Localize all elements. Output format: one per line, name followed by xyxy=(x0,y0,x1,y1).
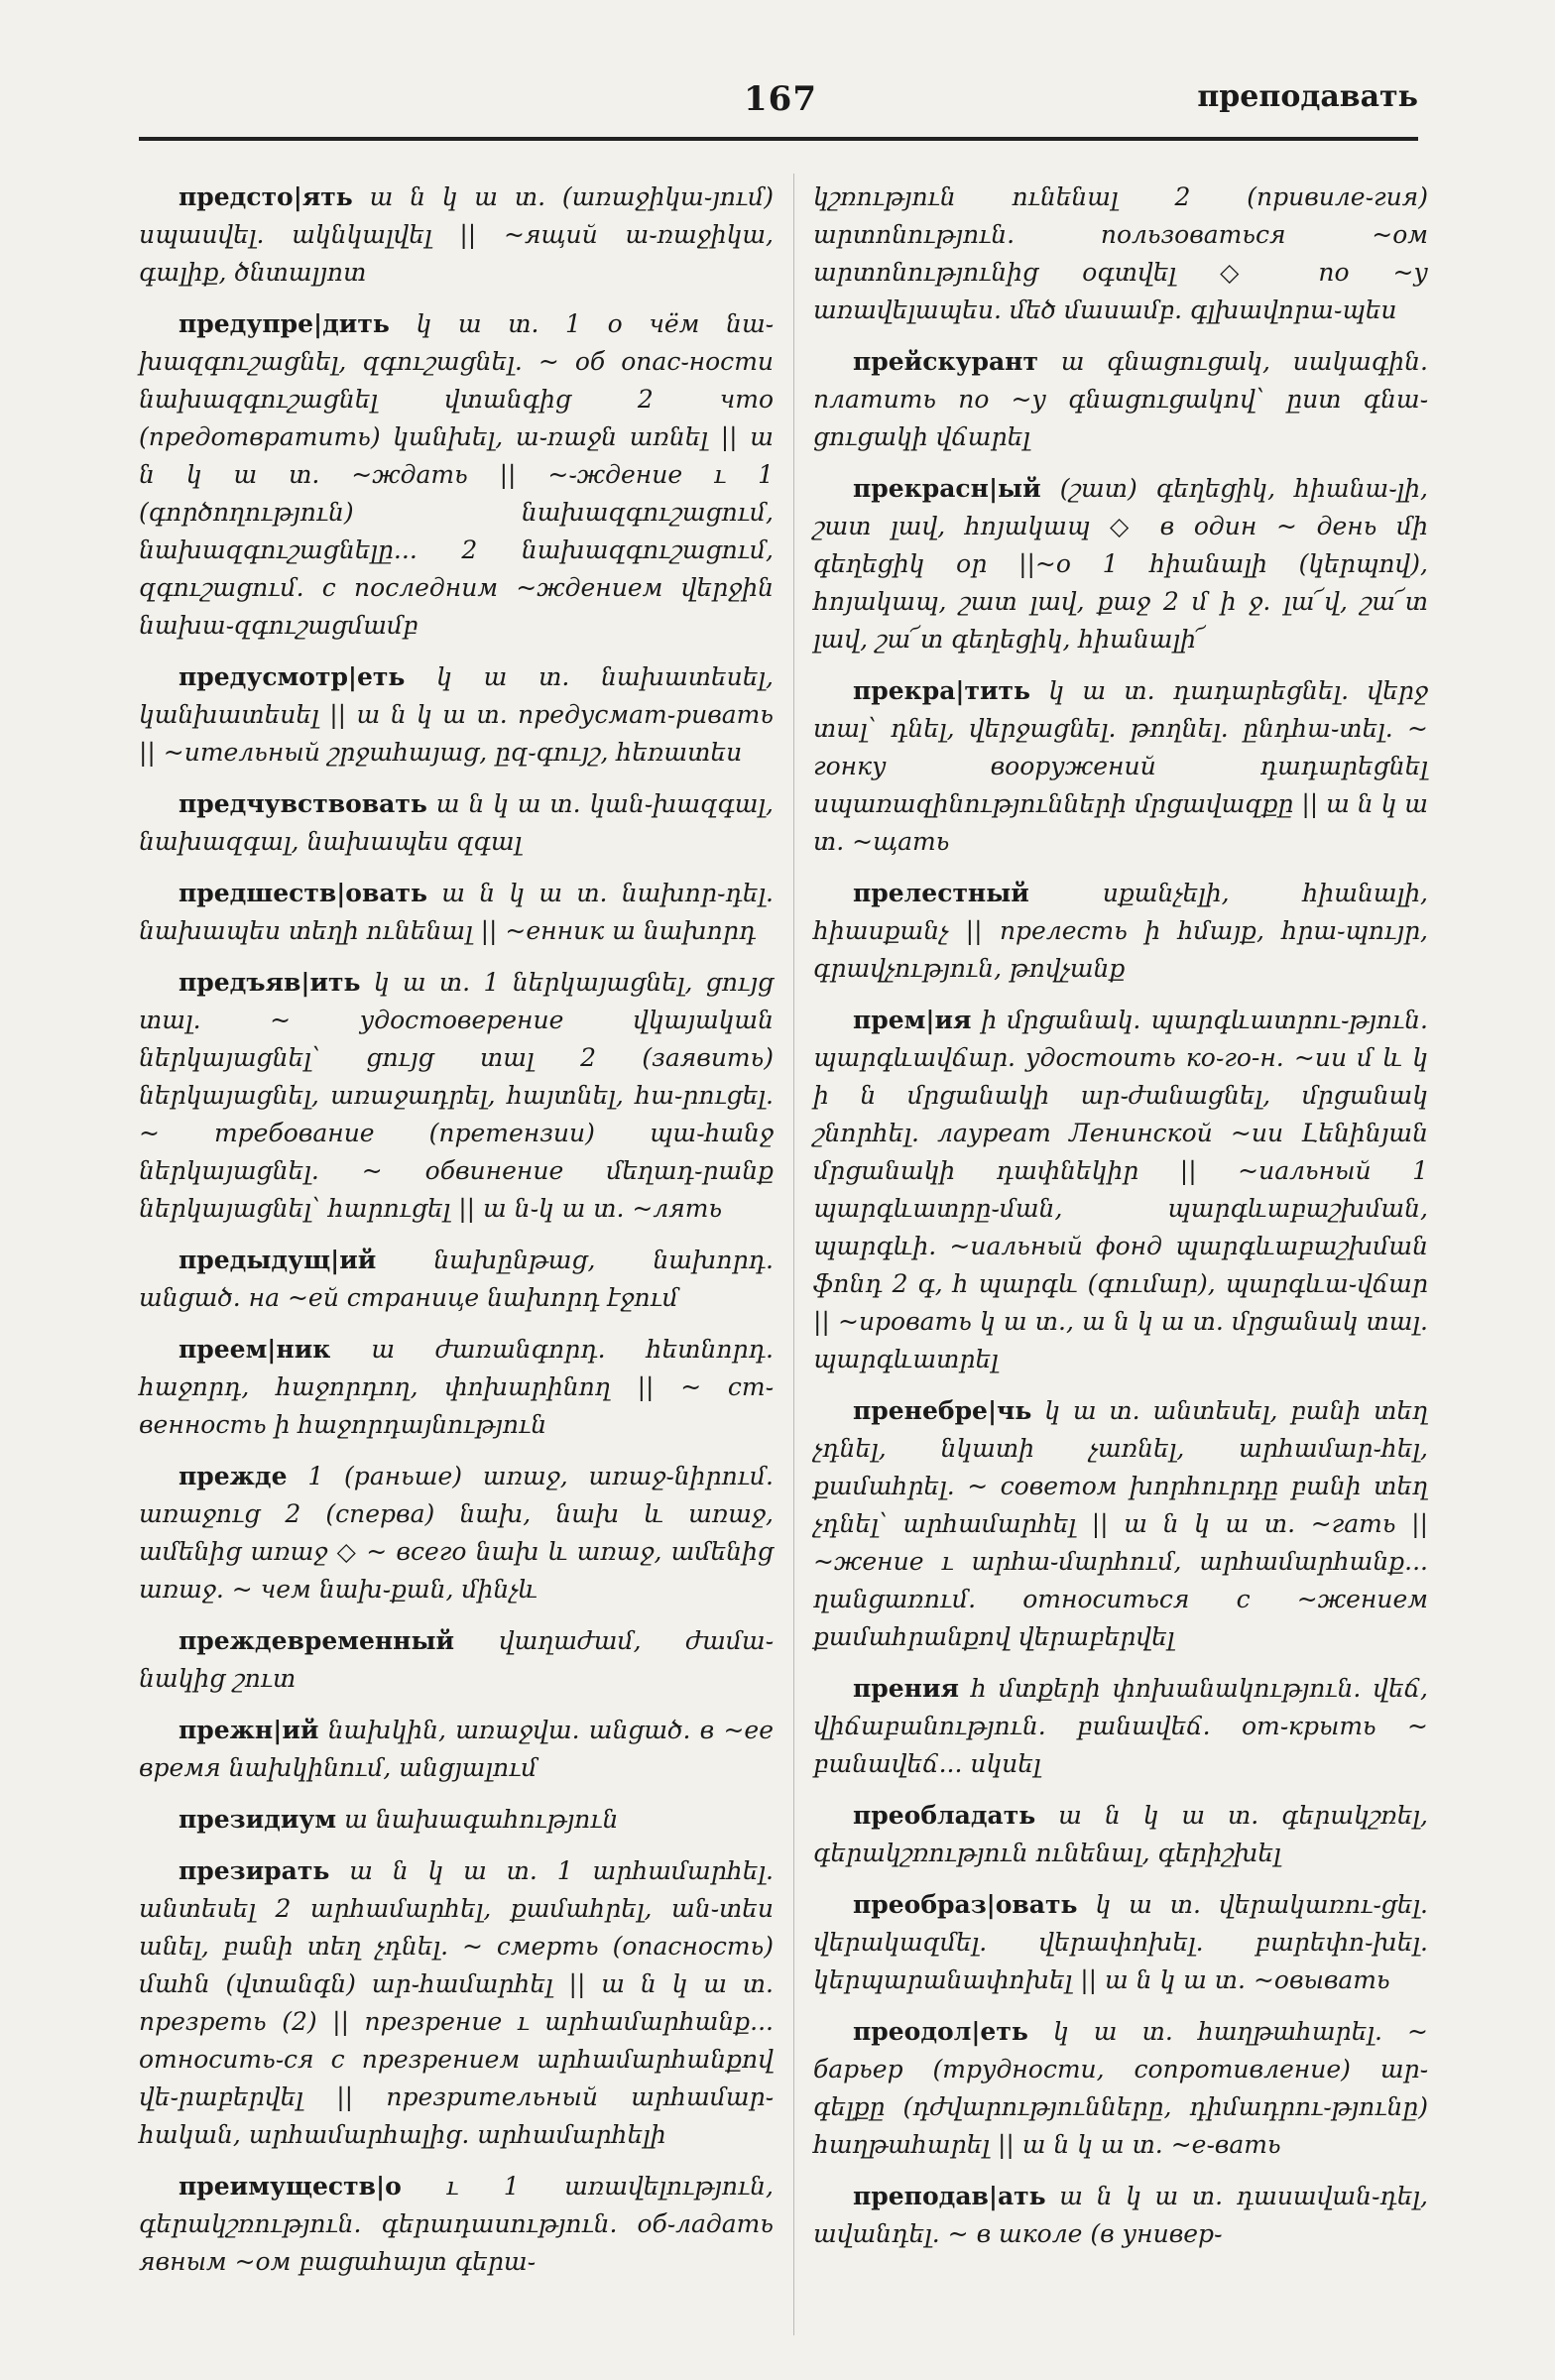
entry-headword: преждевременный xyxy=(179,1626,455,1655)
entry-definition: կ ա տ. անտեսել, բանի տեղ չդնել, նկատի չառնել, արհամար֊հել, քամահրել. ~ советом խորհուրդը բանի տեղ չդնել՝ արհամարհել || ա ն կ ա տ. ~гать || ~жение ւ արհա֊մարհում, արհամարհանք... ղանցառում. относиться с ~жением քամահրանքով վերաբերվել xyxy=(813,1396,1428,1651)
dictionary-entry xyxy=(139,2168,774,2281)
entry-headword: преобладать xyxy=(853,1801,1036,1830)
entry-definition: ի մրցանակ. պարգևատրու֊թյուն. պարգևավճար. удостоить ко֊го-н. ~ии մ և կ ի ն մրցանակի ար֊ժանացնել, մրցանակ շնորհել. лауреат Ленинской ~ии Լենինյան մրցանակի դափնեկիր || ~иальный 1 պարգևատրը֊ման, պարգևաբաշխման, պարգևի. ~иальный фонд պարգևաբաշխման ֆոնդ 2 գ, հ պարգև (գումար), պարգևա֊վճար || ~ировать կ ա տ., ա ն կ ա տ. մրցանակ տալ. պարգևատրել xyxy=(813,1006,1428,1373)
entry-headword: предшеств|овать xyxy=(179,879,428,907)
entry-definition: ա ն կ ա տ. 1 արհամարհել. անտեսել 2 արհամարհել, քամահրել, ան֊տես անել, բանի տեղ չդնել. ~ смерть (опасность) մահն (վտանգն) ար֊համարհել || ա ն կ ա տ. презреть (2) || презрение ւ արհամարհանք... относить֊ся с презрением արհամարհանքով վե֊րաբերվել || презрительный արհամար֊հական, արհամարհալից. արհամարհելի xyxy=(139,1856,775,2149)
entry-headword: преобраз|овать xyxy=(853,1890,1078,1919)
entry-headword: презирать xyxy=(179,1856,330,1885)
entry-headword: пренебре|чь xyxy=(853,1396,1032,1425)
column-divider xyxy=(793,174,794,2335)
dictionary-entry xyxy=(139,1458,774,1608)
entry-headword: президиум xyxy=(179,1805,337,1834)
dictionary-entry xyxy=(813,2178,1428,2253)
entry-definition: կ ա տ. վերակառու֊ցել. վերակազմել. վերափոխել. բարեփո֊խել. կերպարանափոխել || ա ն կ ա տ. ~овывать xyxy=(813,1890,1429,1994)
right-column xyxy=(813,178,1428,2267)
entry-headword: преодол|еть xyxy=(853,2017,1028,2046)
entry-headword: преподав|ать xyxy=(853,2182,1046,2210)
dictionary-entry xyxy=(139,1852,774,2154)
dictionary-entry xyxy=(139,305,774,645)
entry-definition: ա գնացուցակ, սակագին. платить по ~у գնացուցակով՝ ըստ գնա֊ցուցակի վճարել xyxy=(813,347,1428,451)
entry-definition: վաղաժամ, ժամա֊նակից շուտ xyxy=(139,1626,774,1693)
entry-headword: прежн|ий xyxy=(179,1716,319,1744)
left-column xyxy=(139,178,774,2295)
entry-definition: ա ն կ ա տ. գերակշռել, գերակշռություն ունենալ, գերիշխել xyxy=(813,1801,1428,1867)
entry-definition: կ ա տ. հաղթահարել. ~ барьер (трудности, сопротивление) ար֊գելքը (դժվարությունները, դիմադրու֊թյունը) հաղթահարել || ա ն կ ա տ. ~е֊вать xyxy=(813,2017,1428,2159)
entry-headword: предсто|ять xyxy=(179,182,353,211)
dictionary-entry xyxy=(813,343,1428,456)
entry-definition: կշռություն ունենալ 2 (привиле֊гия) արտոնություն. пользоваться ~ом արտոնությունից օգտվել ◇ по ~у առավելապես. մեծ մասամբ. գլխավորա֊պես xyxy=(813,182,1428,324)
dictionary-entry xyxy=(139,1712,774,1787)
dictionary-entry xyxy=(139,1801,774,1839)
entry-definition: հ մտքերի փոխանակություն. վեճ, վիճաբանություն. բանավեճ. от֊крыть ~ բանավեճ... սկսել xyxy=(813,1674,1429,1778)
entry-headword: предупре|дить xyxy=(179,309,390,338)
entry-headword: прейскурант xyxy=(853,347,1038,376)
dictionary-entry xyxy=(813,470,1428,658)
dictionary-entry xyxy=(813,1886,1428,1999)
dictionary-entry xyxy=(813,875,1428,988)
running-head: преподавать xyxy=(1197,79,1418,114)
entry-headword: прекрасн|ый xyxy=(853,474,1041,503)
entry-definition: կ ա տ. 1 ներկայացնել, ցույց տալ. ~ удостоверение վկայական ներկայացնել՝ ցույց տալ 2 (заявить) ներկայացնել, առաջադրել, հայտնել, հա֊րուցել. ~ требование (претензии) պա֊հանջ ներկայացնել. ~ обвинение մեղադ֊րանք ներկայացնել՝ հարուցել || ա ն֊կ ա տ. ~лять xyxy=(139,968,775,1223)
entry-headword: прелестный xyxy=(853,879,1029,907)
dictionary-entry xyxy=(139,964,774,1228)
dictionary-entry xyxy=(139,1622,774,1698)
entry-definition: սքանչելի, հիանալի, հիասքանչ || прелесть ի հմայք, հրա֊պույր, գրավչություն, թովչանք xyxy=(813,879,1429,983)
entry-definition: 1 (раньше) առաջ, առաջ֊նիրում. առաջուց 2 (сперва) նախ, նախ և առաջ, ամենից առաջ ◇ ~ всего նախ և առաջ, ամենից առաջ. ~ чем նախ֊քան, մինչև xyxy=(139,1462,774,1604)
dictionary-entry xyxy=(813,672,1428,861)
dictionary-entry xyxy=(139,785,774,861)
entry-headword: прежде xyxy=(179,1462,288,1490)
entry-definition: կ ա տ. 1 о чём նա֊խազգուշացնել, զգուշացնել. ~ об опас֊ности նախազգուշացնել վտանգից 2 что (предотвратить) կանխել, ա֊ռաջն առնել || ա ն կ ա տ. ~ждать || ~֊ждение ւ 1 (գործողություն) նախազգուշացում, նախազգուշացնելը... 2 նախազգուշացում, զգուշացում. с последним ~ждением վերջին նախա֊զգուշացմամբ xyxy=(139,309,775,640)
entry-definition: ա ն կ ա տ. (առաջիկա֊յում) սպասվել. ակնկալվել || ~ящий ա֊ռաջիկա, գալիք, ծնտալյոտ xyxy=(139,182,774,287)
entry-headword: предъяв|ить xyxy=(179,968,361,997)
dictionary-entry xyxy=(139,1331,774,1444)
entry-definition: ա ժառանգորդ. հետնորդ. հաջորդ, հաջորդող, փոխարինող || ~ ст֊венность ի հաջորդայնություն xyxy=(139,1335,774,1439)
dictionary-entry xyxy=(813,1002,1428,1378)
entry-headword: прем|ия xyxy=(853,1006,972,1034)
dictionary-entry xyxy=(139,1242,774,1317)
entry-definition: ա նախագահություն xyxy=(344,1805,619,1834)
entry-definition: նախկին, առաջվա. անցած. в ~ее время նախկինում, անցյալում xyxy=(139,1716,774,1782)
dictionary-entry xyxy=(813,178,1428,329)
entry-headword: предыдущ|ий xyxy=(179,1246,377,1274)
entry-headword: преимуществ|о xyxy=(179,2172,402,2201)
entry-definition: ա ն կ ա տ. կան֊խազգալ, նախազգալ, նախապես զգալ xyxy=(139,789,774,856)
entry-definition: ա ն կ ա տ. դասավան֊դել, ավանդել. ~ в школе (в универ֊ xyxy=(813,2182,1428,2248)
entry-definition: (շատ) գեղեցիկ, հիանա֊լի, շատ լավ, հոյակապ ◇ в один ~ день մի գեղեցիկ օր ||~о 1 հիանալի (կերպով), հոյակապ, շատ լավ, քաջ 2 մ ի ջ. լա՜վ, շա՜տ լավ, շա՜տ գեղեցիկ, հիանալի՜ xyxy=(813,474,1428,654)
dictionary-entry xyxy=(139,875,774,950)
entry-headword: прения xyxy=(853,1674,959,1703)
entry-headword: предчувствовать xyxy=(179,789,427,818)
dictionary-entry xyxy=(139,178,774,292)
dictionary-entry xyxy=(813,1797,1428,1872)
dictionary-entry xyxy=(139,658,774,772)
entry-definition: ա ն կ ա տ. նախոր֊դել. նախապես տեղի ունենալ || ~енник ա նախորդ xyxy=(139,879,775,945)
page-number: 167 xyxy=(744,79,817,119)
entry-headword: прекра|тить xyxy=(853,676,1031,705)
entry-definition: կ ա տ. նախատեսել, կանխատեսել || ա ն կ ա տ. предусмат֊ривать || ~ительный շրջահայաց, ըզ֊գույշ, հեռատես xyxy=(139,662,774,767)
dictionary-entry xyxy=(813,1392,1428,1656)
entry-definition: ւ 1 առավելություն, գերակշռություն. գերադասություն. об֊ладать явным ~ом բացահայտ գերա֊ xyxy=(139,2172,774,2276)
page-header xyxy=(139,69,1418,129)
entry-headword: преем|ник xyxy=(179,1335,331,1364)
entry-headword: предусмотр|еть xyxy=(179,662,406,691)
dictionary-entry xyxy=(813,1670,1428,1783)
entry-definition: կ ա տ. դադարեցնել. վերջ տալ՝ դնել, վերջացնել. թողնել. ընդհա֊տել. ~ гонку вооружений դադարեցնել սպառազինությունների մրցավազքը || ա ն կ ա տ. ~щать xyxy=(813,676,1428,856)
entry-definition: նախընթաց, նախորդ. անցած. на ~ей странице նախորդ էջում xyxy=(139,1246,774,1312)
dictionary-entry xyxy=(813,2013,1428,2164)
header-rule xyxy=(139,137,1418,141)
